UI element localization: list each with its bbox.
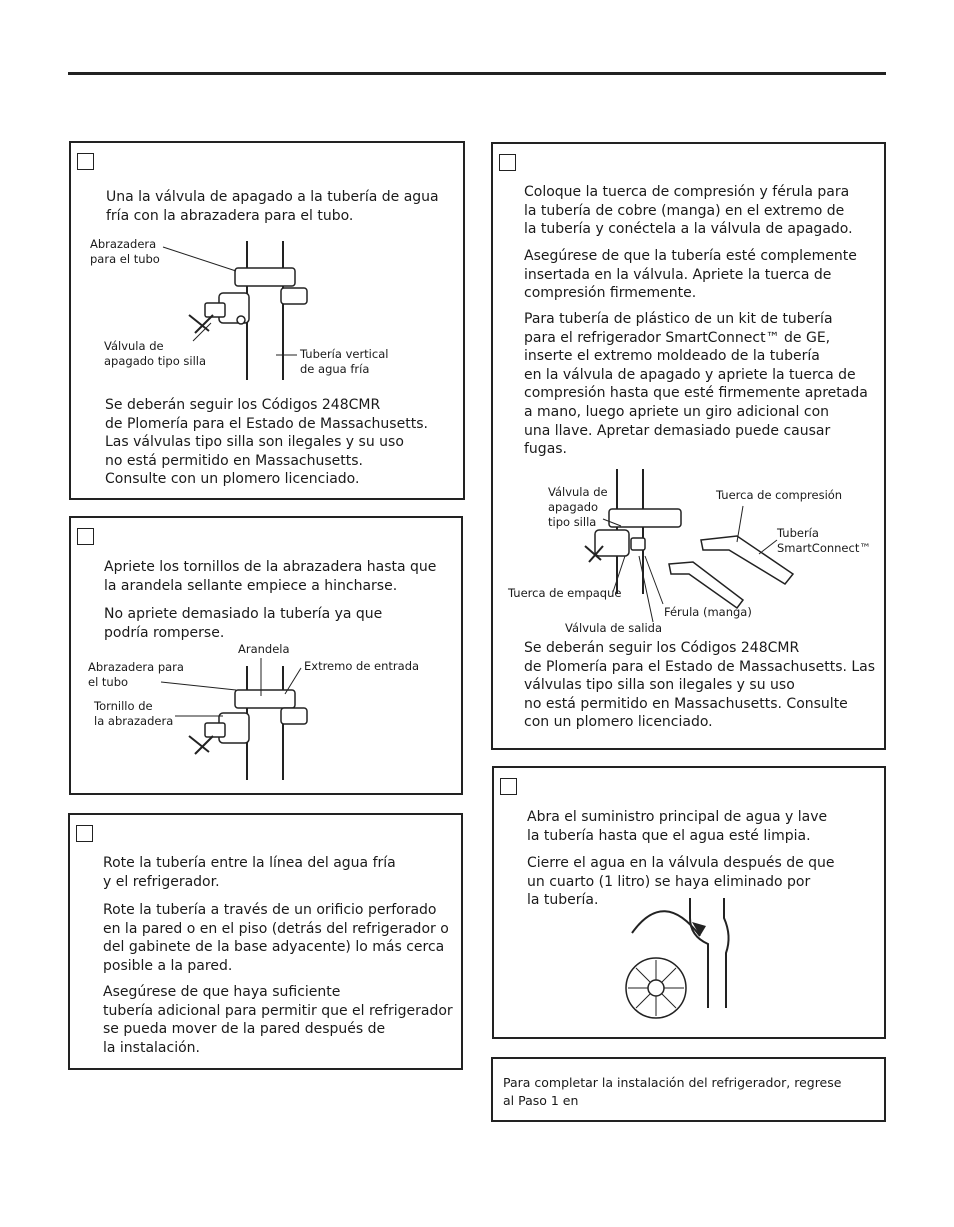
label-ferrule: Férula (manga) <box>664 605 752 619</box>
step-text: Coloque la tuerca de compresión y férula para la tubería de cobre (manga) en el extremo de la tubería y conéctela a la válvula de apagado. <box>524 184 853 238</box>
massachusetts-note: Se deberán seguir los Códigos 248CMR de Plomería para el Estado de Massachusetts. Las válvulas tipo silla son ilegales y su uso no está permitido en Massachusetts. Consulte con un plomero licenciado. <box>105 397 428 488</box>
label-packing-nut: Tuerca de empaque <box>508 586 622 600</box>
label-outlet-valve: Válvula de salida <box>565 621 663 635</box>
label-smartconnect-tubing: Tubería SmartConnect™ <box>777 526 871 555</box>
step-text: Rote la tubería entre la línea del agua fría y el refrigerador. <box>103 855 396 890</box>
note-text: Asegúrese de que haya suficiente tubería adicional para permitir que el refrigerador se pueda mover de la pared después de la instalación. <box>103 984 453 1056</box>
label-compression-nut: Tuerca de compresión <box>716 488 843 502</box>
step-flush-line <box>492 766 886 1039</box>
step-text: Rote la tubería a través de un orificio perforado en la pared o en el piso (detrás del refrigerador o del gabinete de la base adyacente) lo más cerca posible a la pared. <box>103 902 449 974</box>
label-saddle-valve: Válvula de apagado tipo silla <box>104 339 207 368</box>
step-text: Abra el suministro principal de agua y lave la tubería hasta que el agua esté limpia. <box>527 809 828 844</box>
massachusetts-note: Se deberán seguir los Códigos 248CMR de Plomería para el Estado de Massachusetts. Las válvulas tipo silla son ilegales y su uso no está permitido en Massachusetts. Consulte con un plomero licenciado. <box>524 640 876 731</box>
completion-note: Para completar la instalación del refrigerador, regrese al Paso 1 en <box>503 1075 842 1108</box>
completion-note-box <box>491 1057 886 1122</box>
valve-handle-illustration <box>494 768 888 1041</box>
label-cold-pipe: Tubería vertical de agua fría <box>300 347 389 376</box>
step-text: Cierre el agua en la válvula después de que un cuarto (1 litro) se haya eliminado por la tubería. <box>527 855 835 909</box>
step-connect-tubing <box>491 142 886 750</box>
label-clamp-screw: Tornillo de la abrazadera <box>94 699 174 728</box>
step-checkbox[interactable] <box>76 825 93 842</box>
header-rule <box>68 72 886 75</box>
step-text: Una la válvula de apagado a la tubería de agua fría con la abrazadera para el tubo. <box>106 189 439 224</box>
step-text: Apriete los tornillos de la abrazadera hasta que la arandela sellante empiece a hincharse. <box>104 559 437 594</box>
label-inlet-end: Extremo de entrada <box>304 659 420 673</box>
step-text: Para tubería de plástico de un kit de tubería para el refrigerador SmartConnect™ de GE, inserte el extremo moldeado de la tubería en la válvula de apagado y apriete la tuerca de compresión hasta que esté firmemente apretada a mano, luego apriete un giro adicional con una llave. Apretar demasiado puede causar fugas. <box>524 311 868 458</box>
step-saddle-valve <box>69 141 465 500</box>
step-text: Asegúrese de que la tubería esté complemente insertada en la válvula. Apriete la tuerca de compresión firmemente. <box>524 248 857 302</box>
step-tighten-clamp <box>69 516 463 795</box>
label-washer: Arandela <box>238 642 290 656</box>
step-route-tubing <box>68 813 463 1070</box>
label-pipe-clamp: Abrazadera para el tubo <box>90 237 160 266</box>
clamp-illustration <box>71 518 465 797</box>
label-shutoff-valve: Válvula de apagado tipo silla <box>548 485 608 529</box>
label-pipe-clamp: Abrazadera para el tubo <box>88 660 184 689</box>
caution-text: No apriete demasiado la tubería ya que podría romperse. <box>104 606 383 641</box>
